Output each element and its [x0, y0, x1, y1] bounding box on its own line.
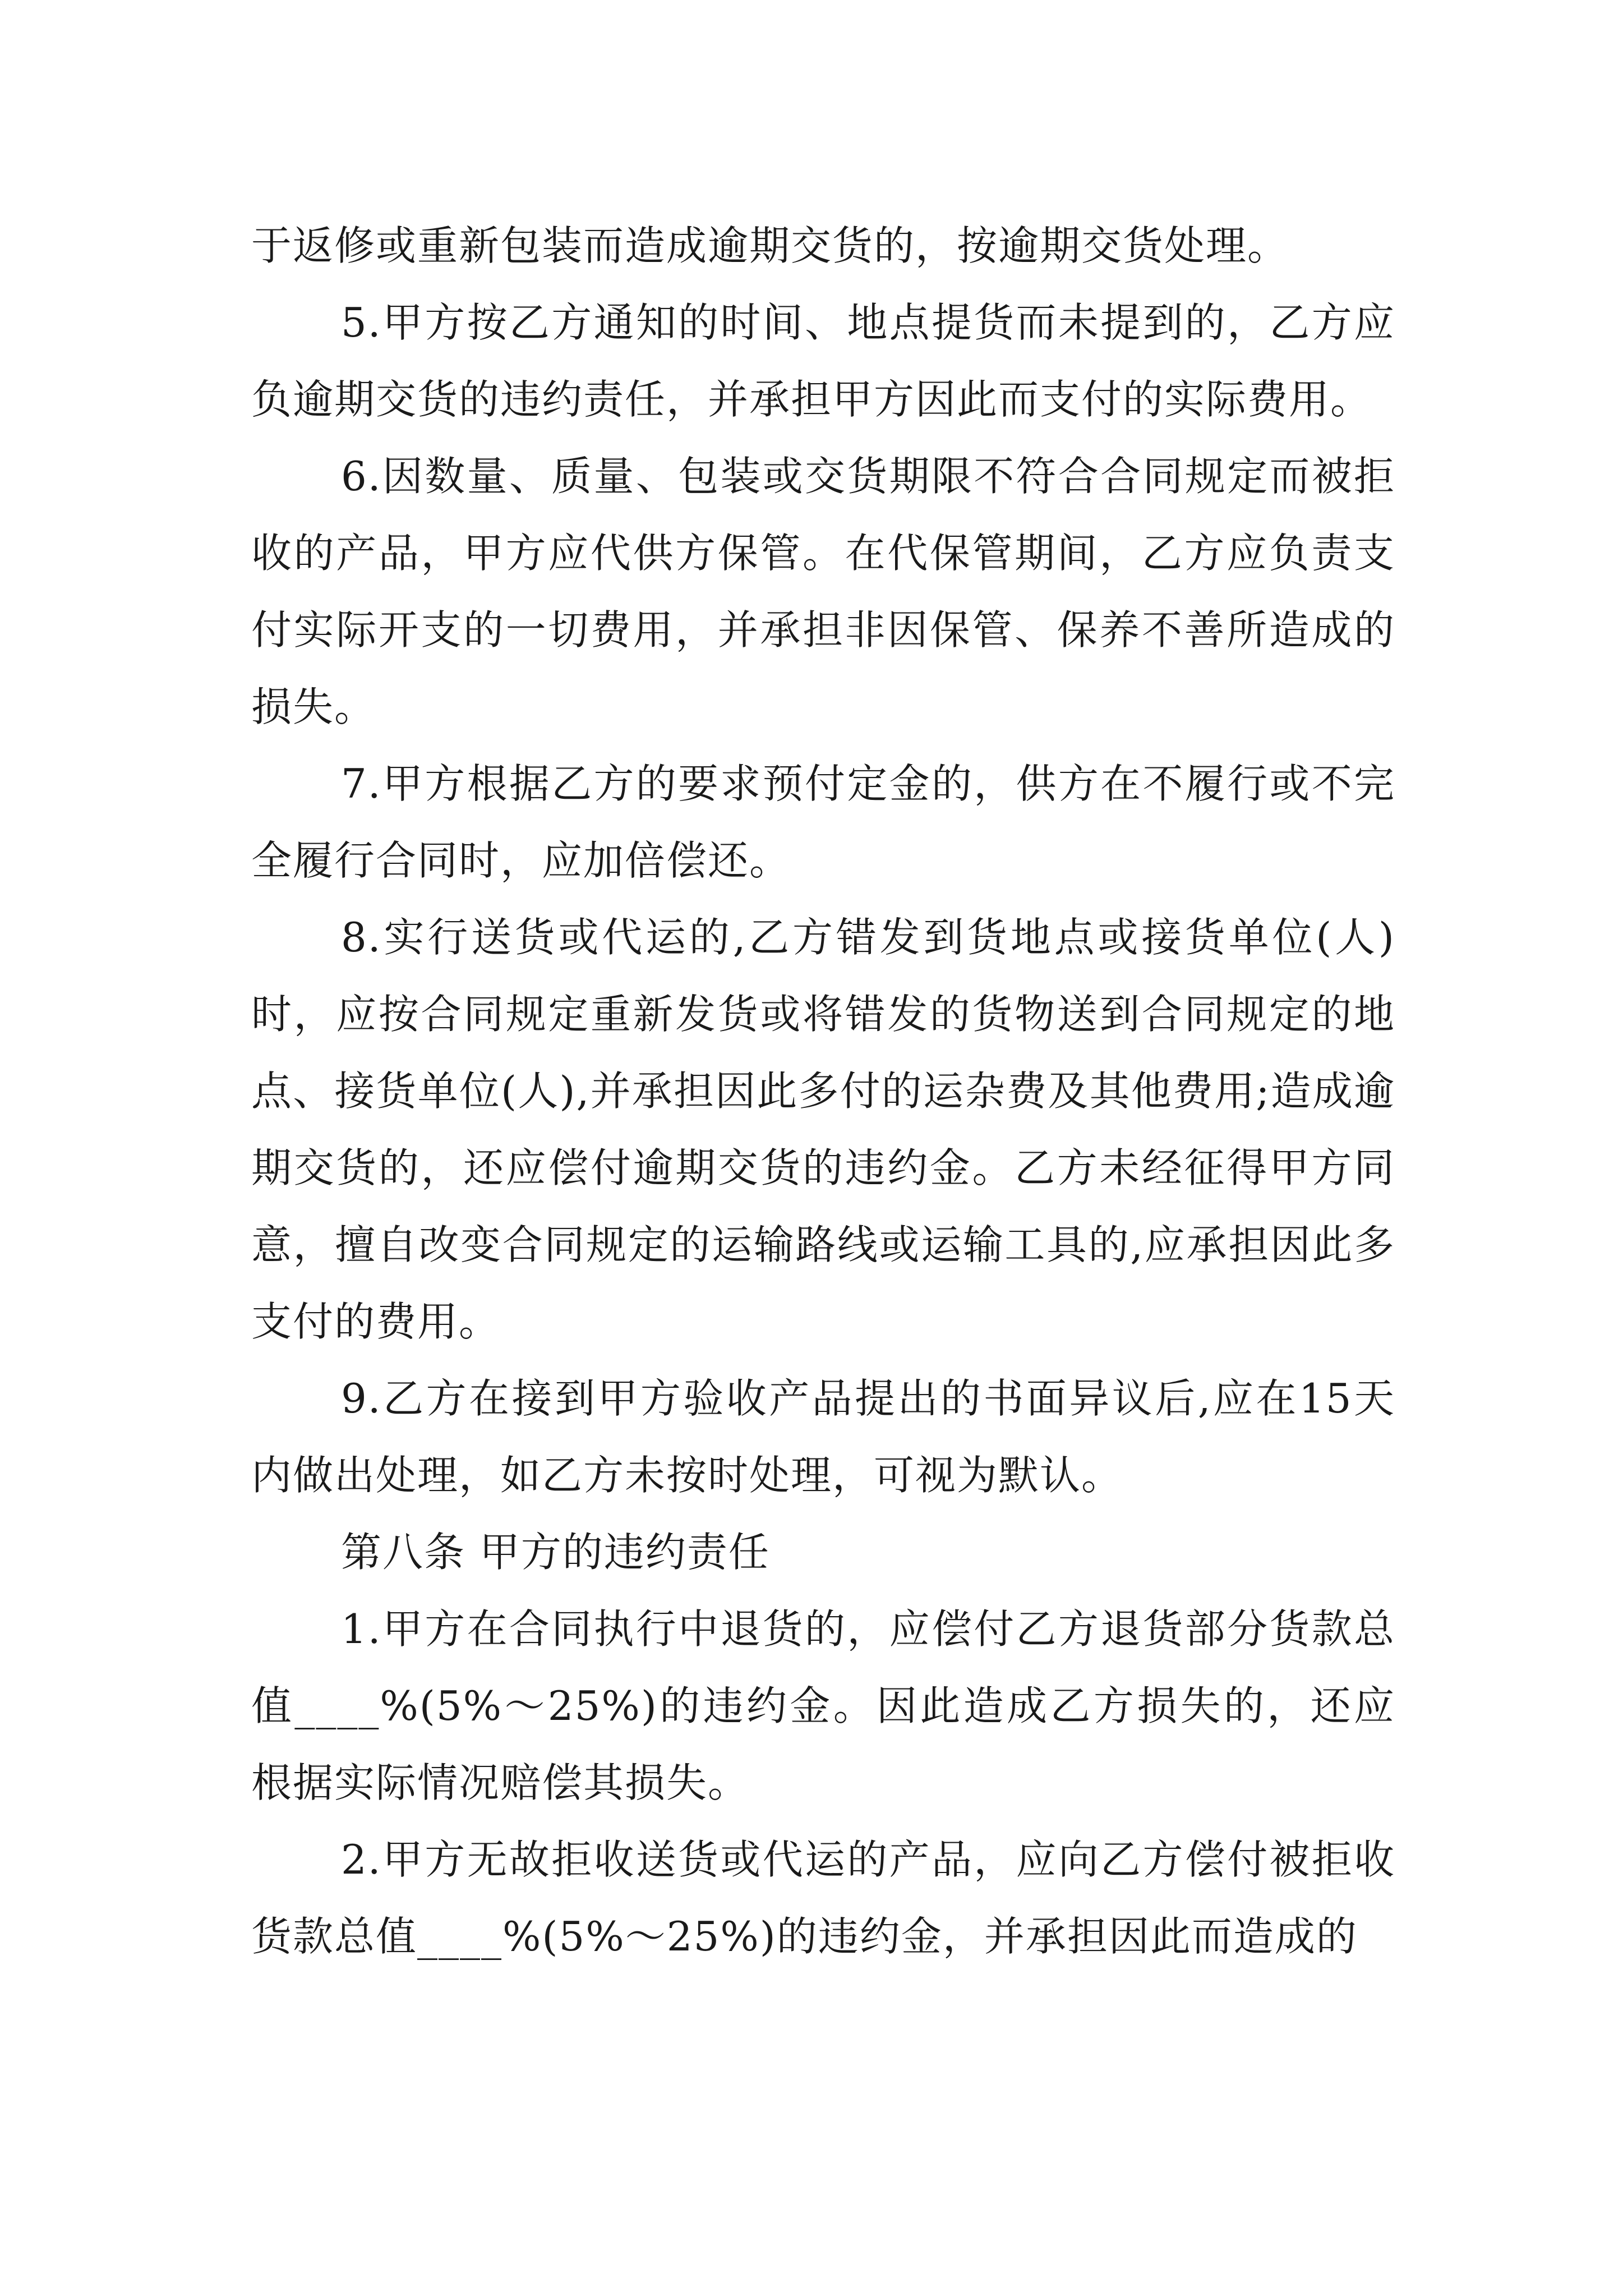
clause-8: 8.实行送货或代运的,乙方错发到货地点或接货单位(人)时，应按合同规定重新发货或将错发的货物送到合同规定的地点、接货单位(人),并承担因此多付的运杂费及其他费用;造成逾期交货的，还应偿付逾期交货的违约金。乙方未经征得甲方同意，擅自改变合同规定的运输路线或运输工具的,应承担因此多支付的费用。	[251, 914, 1395, 1345]
article-8-heading: 第八条 甲方的违约责任	[341, 1529, 770, 1576]
clause-7: 7.甲方根据乙方的要求预付定金的，供方在不履行或不完全履行合同时，应加倍偿还。	[251, 760, 1395, 884]
article-8-clause-2: 2.甲方无故拒收送货或代运的产品，应向乙方偿付被拒收货款总值____%(5%～25%)的违约金，并承担因此而造成的	[251, 1836, 1395, 1960]
clause-6: 6.因数量、质量、包装或交货期限不符合合同规定而被拒收的产品，甲方应代供方保管。在代保管期间，乙方应负责支付实际开支的一切费用，并承担非因保管、保养不善所造成的损失。	[251, 453, 1395, 730]
article-8-clause-1: 1.甲方在合同执行中退货的，应偿付乙方退货部分货款总值____%(5%～25%)的违约金。因此造成乙方损失的，还应根据实际情况赔偿其损失。	[251, 1605, 1395, 1806]
contract-body	[251, 208, 1395, 1975]
paragraph-continuation: 于返修或重新包装而造成逾期交货的，按逾期交货处理。	[251, 222, 1289, 269]
clause-9: 9.乙方在接到甲方验收产品提出的书面异议后,应在15天内做出处理，如乙方未按时处理，可视为默认。	[251, 1375, 1395, 1499]
clause-5: 5.甲方按乙方通知的时间、地点提货而未提到的，乙方应负逾期交货的违约责任，并承担甲方因此而支付的实际费用。	[251, 299, 1395, 423]
